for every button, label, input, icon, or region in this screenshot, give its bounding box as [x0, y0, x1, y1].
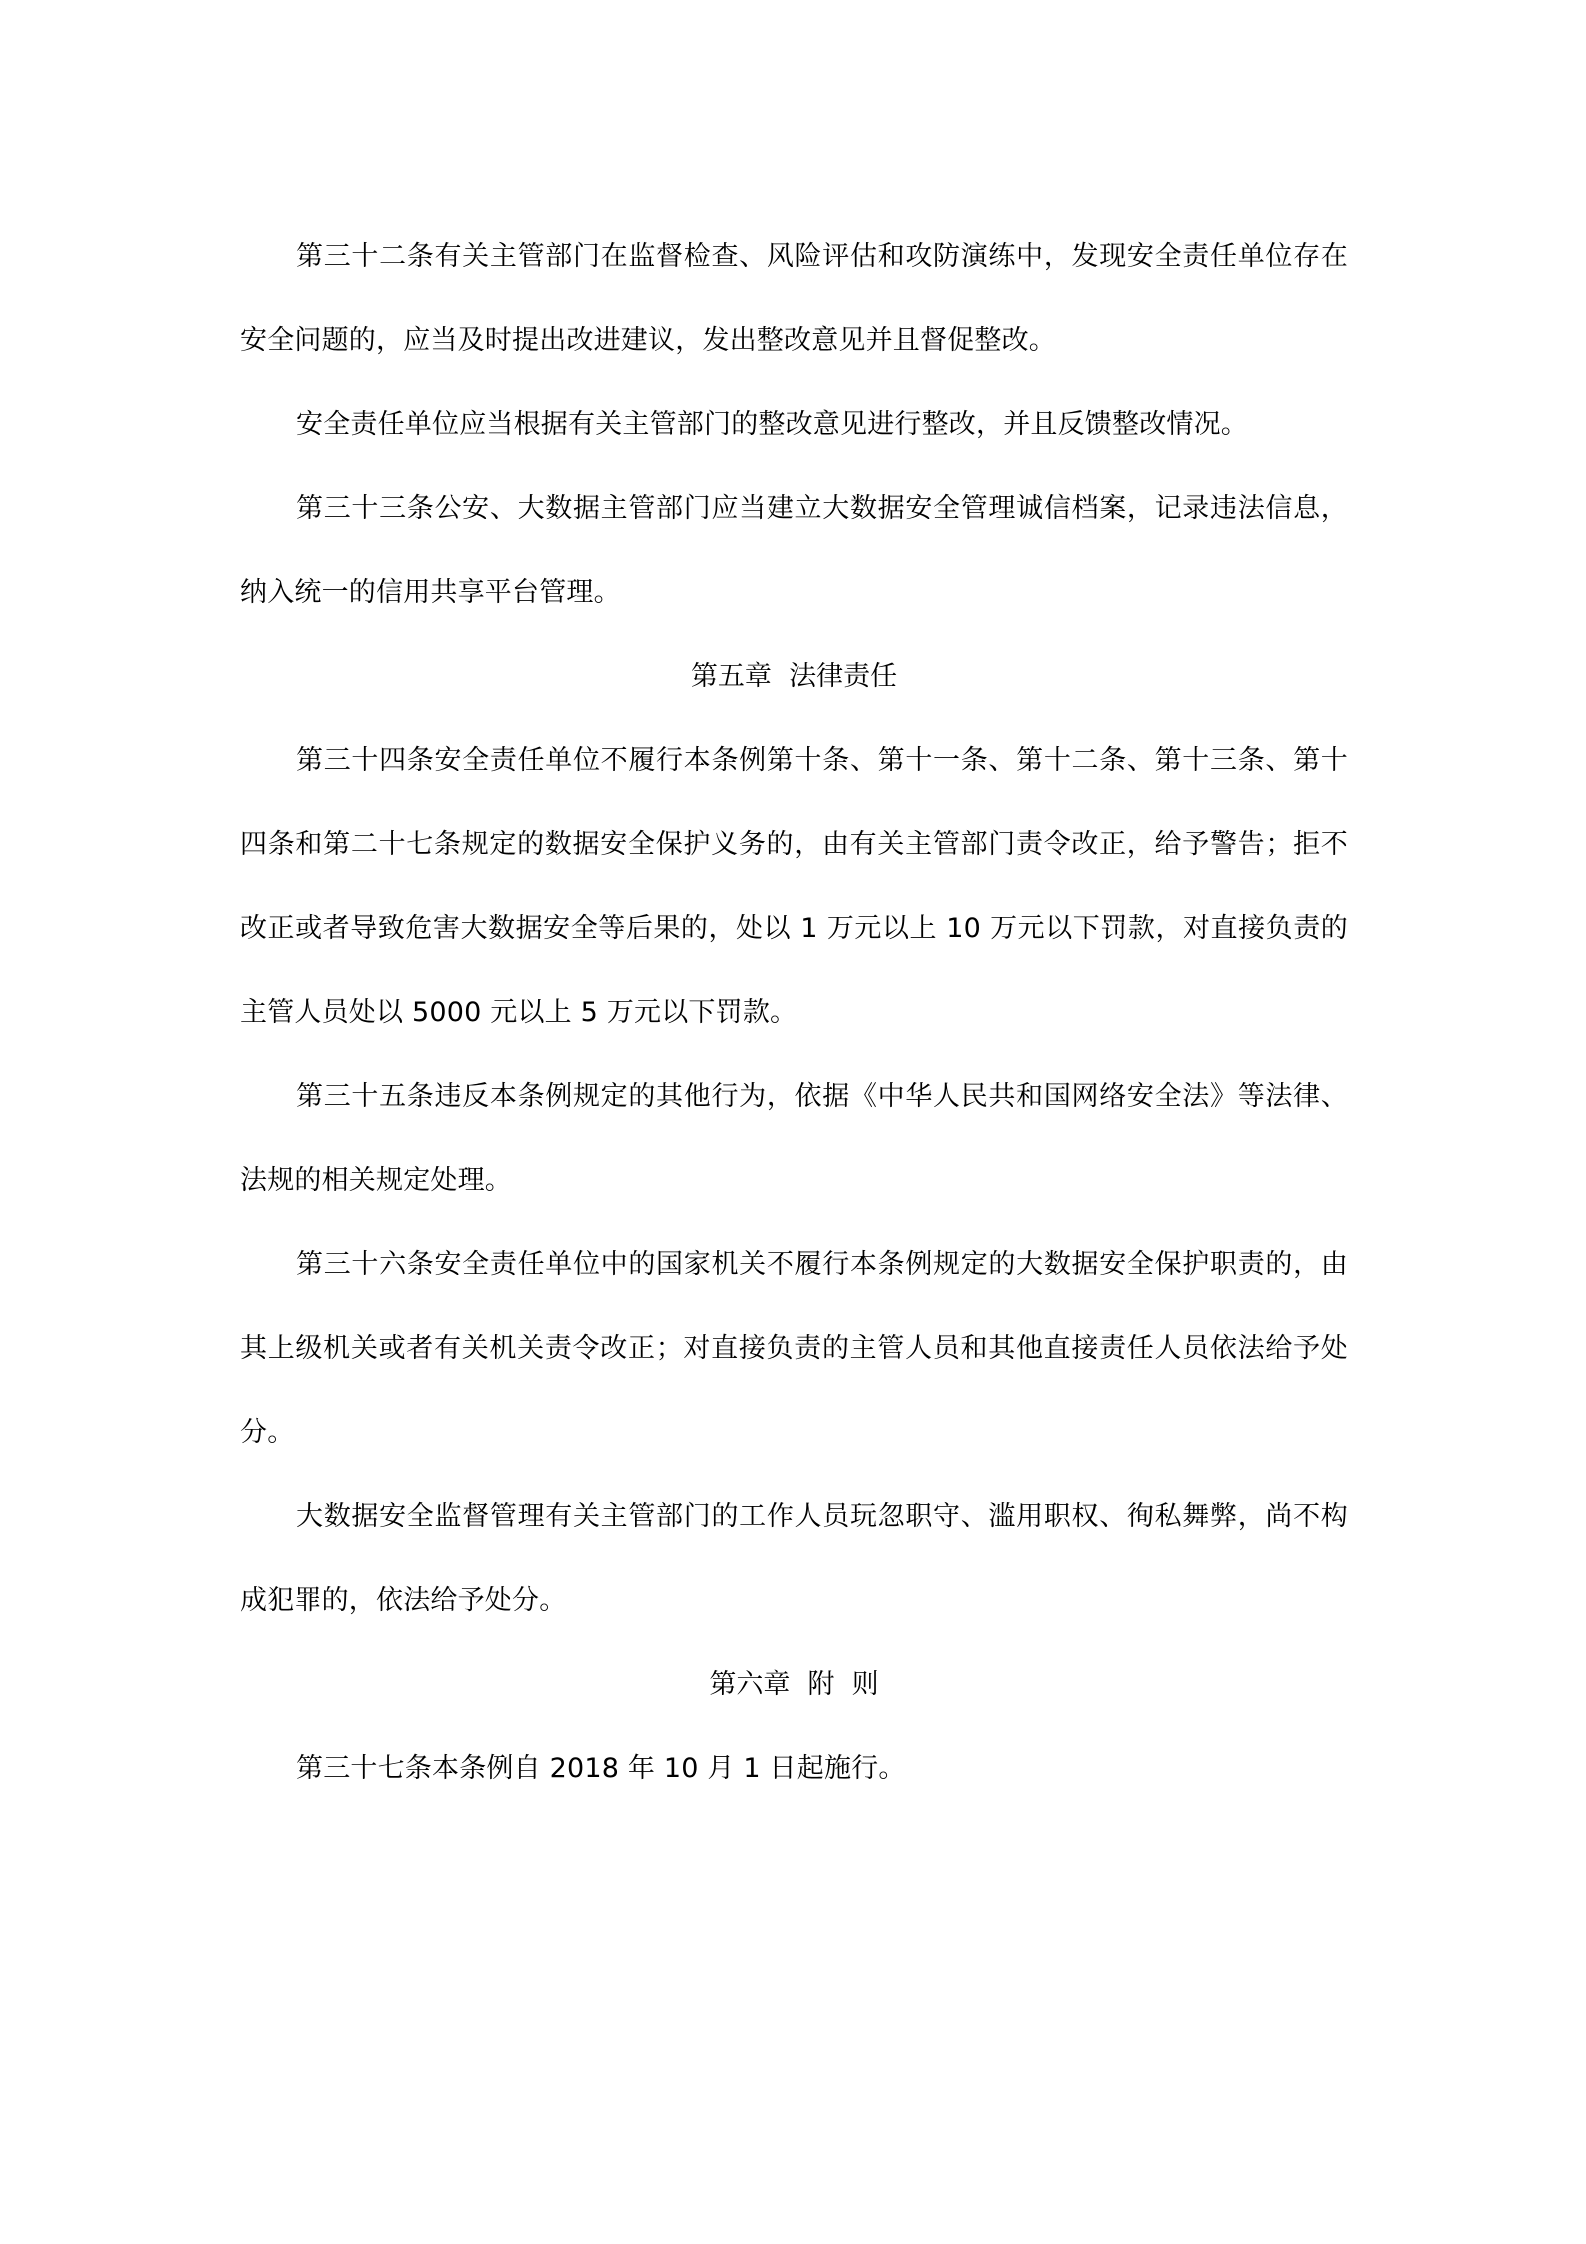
- article-32-paragraph: 第三十二条有关主管部门在监督检查、风险评估和攻防演练中，发现安全责任单位存在安全问题的，应当及时提出改进建议，发出整改意见并且督促整改。: [240, 241, 1348, 356]
- article-35-paragraph: 第三十五条违反本条例规定的其他行为，依据《中华人民共和国网络安全法》等法律、法规的相关规定处理。: [240, 1081, 1348, 1196]
- supervision-staff-paragraph: 大数据安全监督管理有关主管部门的工作人员玩忽职守、滥用职权、徇私舞弊，尚不构成犯罪的，依法给予处分。: [240, 1501, 1348, 1616]
- article-34-paragraph: 第三十四条安全责任单位不履行本条例第十条、第十一条、第十二条、第十三条、第十四条和第二十七条规定的数据安全保护义务的，由有关主管部门责令改正，给予警告；拒不改正或者导致危害大数据安全等后果的，处以 1 万元以上 10 万元以下罚款，对直接负责的主管人员处以 5000 元以上 5 万元以下罚款。: [240, 745, 1348, 1028]
- article-33-paragraph: 第三十三条公安、大数据主管部门应当建立大数据安全管理诚信档案，记录违法信息，纳入统一的信用共享平台管理。: [240, 493, 1348, 608]
- chapter-5-heading: 第五章 法律责任: [690, 661, 898, 692]
- rectification-paragraph: 安全责任单位应当根据有关主管部门的整改意见进行整改，并且反馈整改情况。: [296, 409, 1248, 440]
- chapter-6-heading: 第六章 附 则: [709, 1669, 879, 1700]
- article-36-paragraph: 第三十六条安全责任单位中的国家机关不履行本条例规定的大数据安全保护职责的，由其上级机关或者有关机关责令改正；对直接负责的主管人员和其他直接责任人员依法给予处分。: [240, 1249, 1348, 1448]
- article-37-paragraph: 第三十七条本条例自 2018 年 10 月 1 日起施行。: [296, 1753, 906, 1784]
- document-page: [240, 215, 1348, 1811]
